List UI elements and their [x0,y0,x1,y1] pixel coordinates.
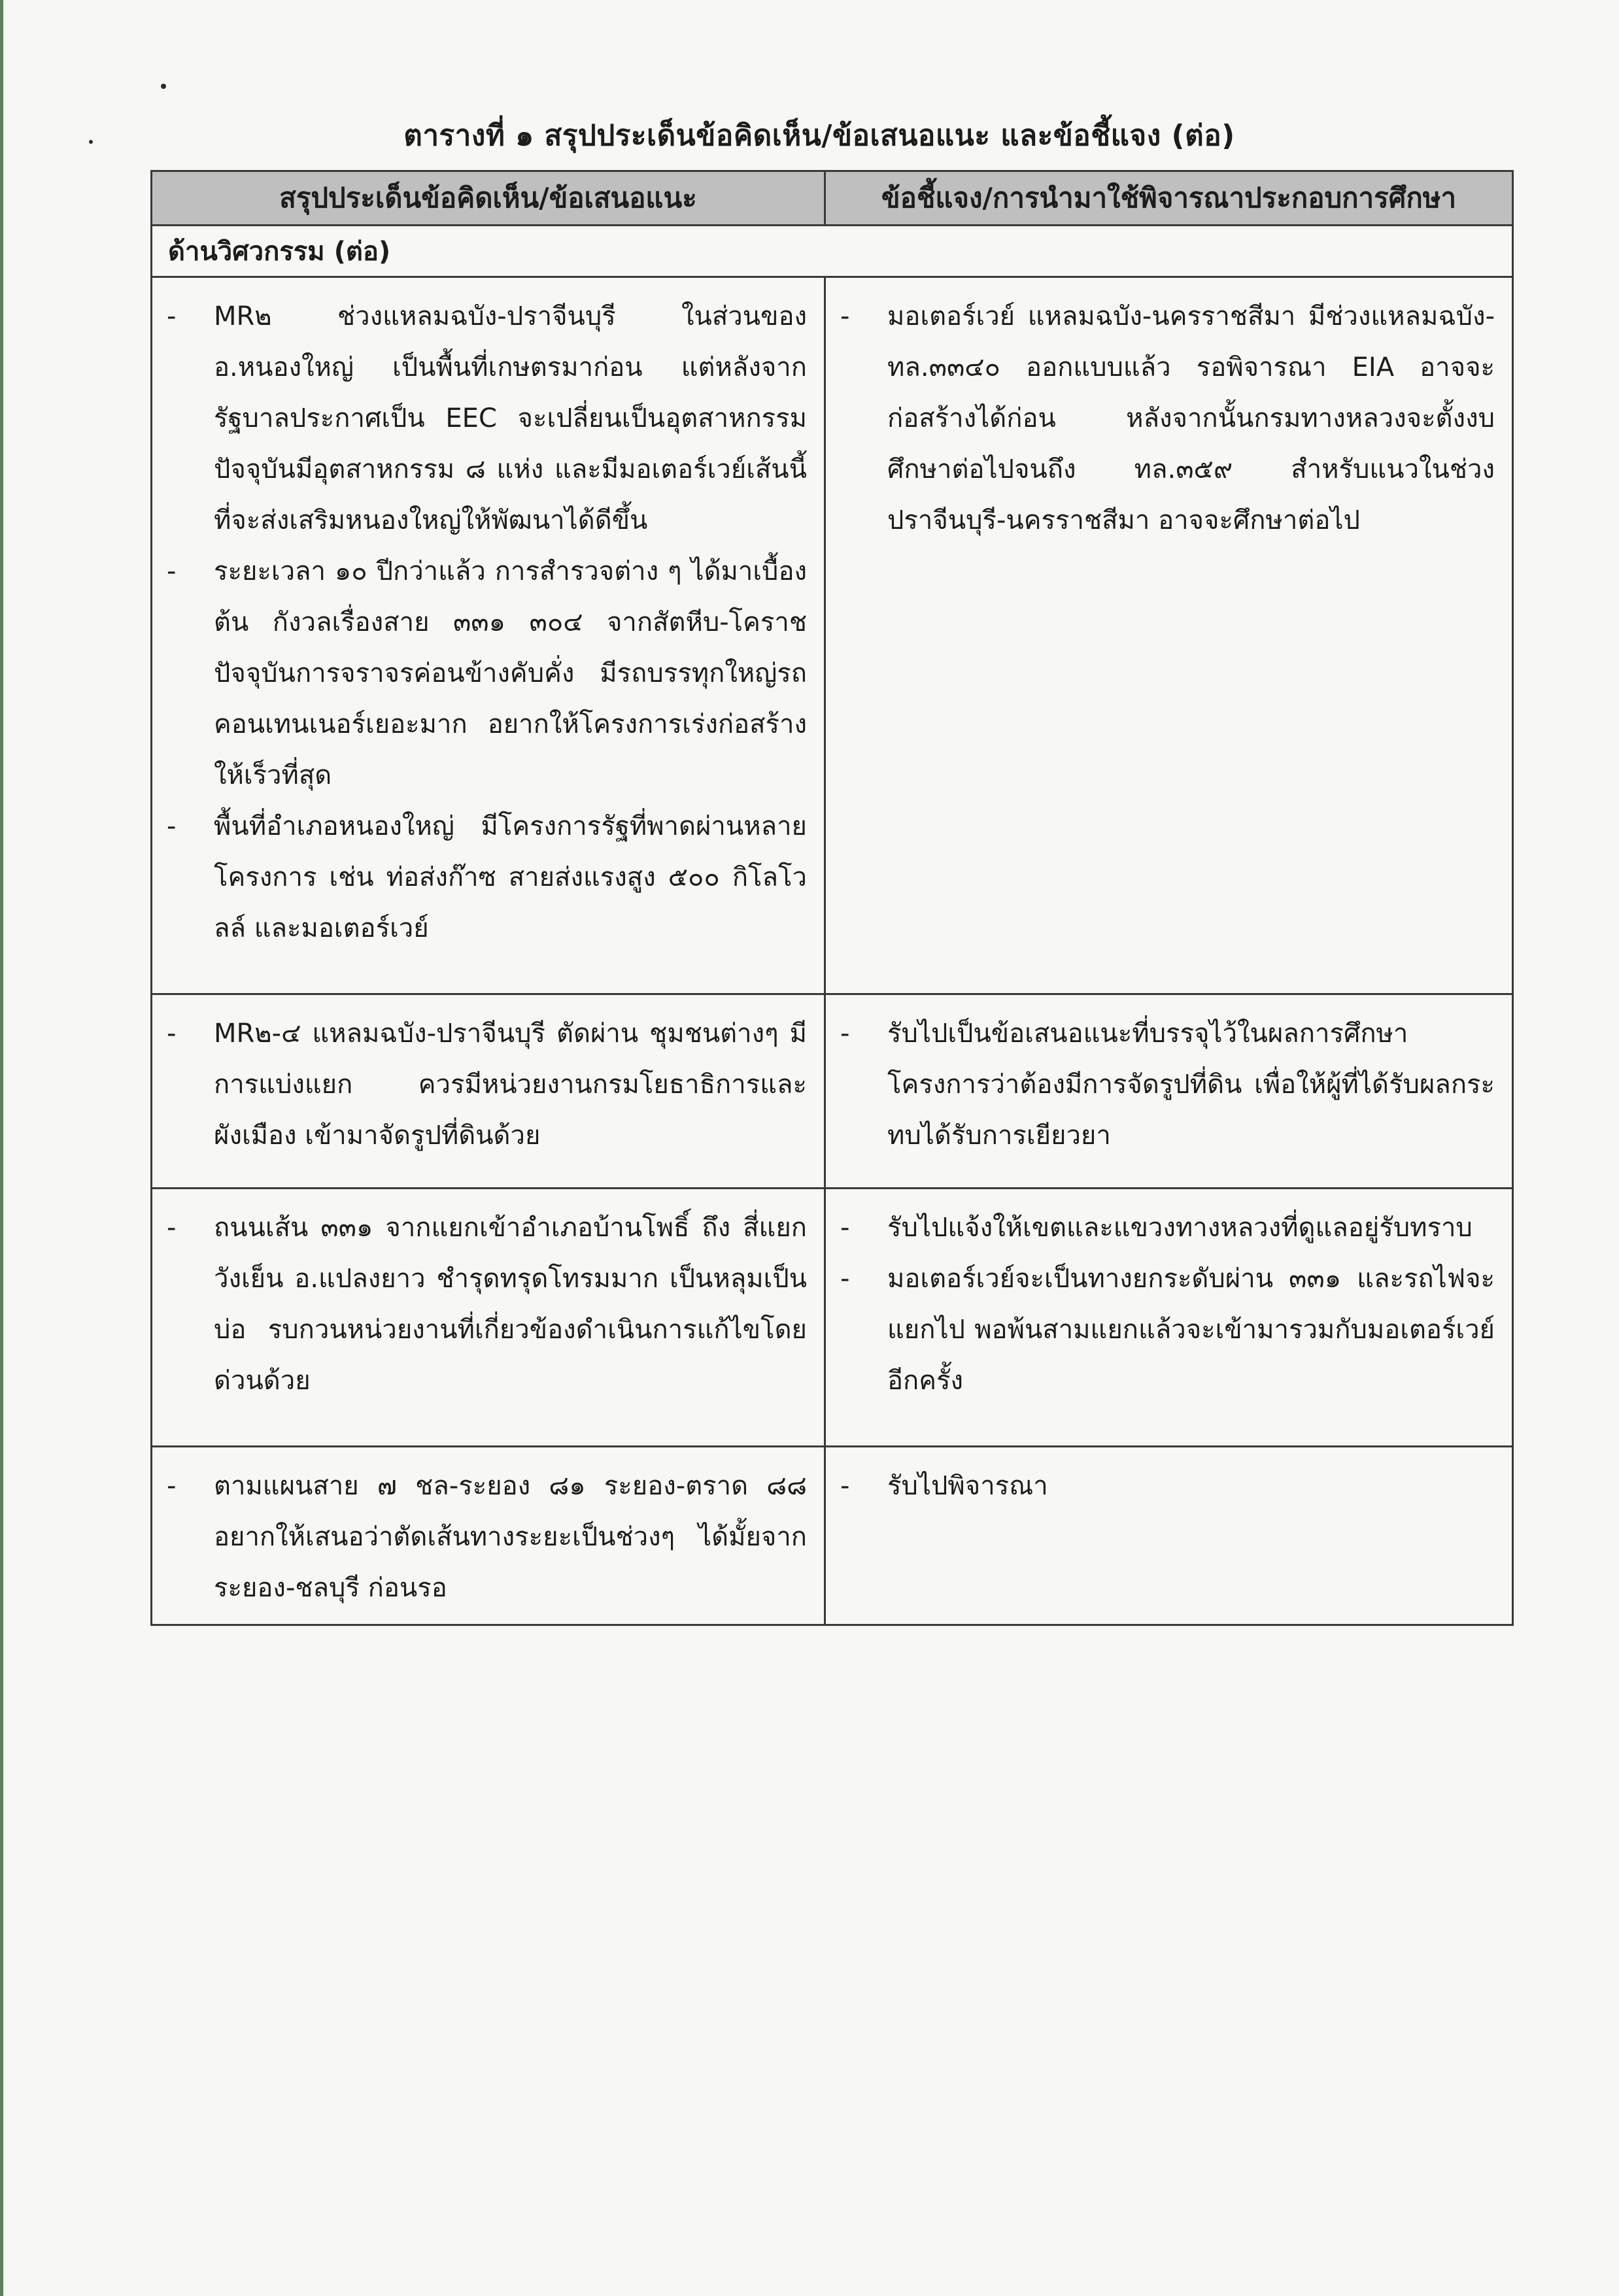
section-title: ด้านวิศวกรรม (ต่อ) [152,226,1513,277]
scan-speck-1 [161,84,166,89]
scan-speck-2 [89,140,93,144]
comment-text: ถนนเส้น ๓๓๑ จากแยกเข้าอำเภอบ้านโพธิ์ ถึง สี่แยกวังเย็น อ.แปลงยาว ชำรุดทรุดโทรมมาก เป็นหลุมเป็นบ่อ รบกวนหน่วยงานที่เกี่ยวข้องดำเนินการแก้ไขโดยด่วนด้วย [214,1213,807,1396]
bullet-dash: - [840,1264,850,1294]
list-item [835,1460,1495,1511]
clarification-text: รับไปเป็นข้อเสนอแนะที่บรรจุไว้ในผลการศึกษาโครงการว่าต้องมีการจัดรูปที่ดิน เพื่อให้ผู้ที่ได้รับผลกระทบได้รับการเยียวยา [887,1019,1495,1151]
comment-text: ตามแผนสาย ๗ ชล-ระยอง ๘๑ ระยอง-ตราด ๘๘ อยากให้เสนอว่าตัดเส้นทางระยะเป็นช่วงๆ ได้มั้ยจากระยอง-ชลบุรี ก่อนรอ [214,1471,807,1603]
clarification-cell [825,1189,1513,1447]
comment-text: พื้นที่อำเภอหนองใหญ่ มีโครงการรัฐที่พาดผ่านหลายโครงการ เช่น ท่อส่งก๊าซ สายส่งแรงสูง ๕๐๐ กิโลโวลล์ และมอเตอร์เวย์ [214,811,807,943]
scan-edge [0,0,3,2296]
bullet-dash: - [167,811,177,841]
bullet-dash: - [167,1471,177,1501]
clarification-text: มอเตอร์เวย์ แหลมฉบัง-นครราชสีมา มีช่วงแหลมฉบัง-ทล.๓๓๔๐ ออกแบบแล้ว รอพิจารณา EIA อาจจะก่อสร้างได้ก่อน หลังจากนั้นกรมทางหลวงจะตั้งงบศึกษาต่อไปจนถึง ทล.๓๕๙ สำหรับแนวในช่วงปราจีนบุรี-นครราชสีมา อาจจะศึกษาต่อไป [887,301,1495,535]
comment-cell [152,277,825,994]
section-row [152,226,1513,277]
list-item [162,1460,807,1613]
clarification-text: รับไปแจ้งให้เขตและแขวงทางหลวงที่ดูแลอยู่รับทราบ [887,1213,1473,1243]
bullet-dash: - [167,556,177,586]
list-item [162,1008,807,1161]
bullet-dash: - [167,1213,177,1243]
clarification-cell [825,277,1513,994]
bullet-dash: - [840,1471,850,1501]
list-item [162,546,807,801]
list-item [835,1253,1495,1406]
clarification-cell [825,994,1513,1189]
list-item [835,1202,1495,1253]
table-row [152,1189,1513,1447]
list-item [162,1202,807,1406]
bullet-dash: - [167,301,177,331]
comment-text: MR๒ ช่วงแหลมฉบัง-ปราจีนบุรี ในส่วนของ อ.หนองใหญ่ เป็นพื้นที่เกษตรมาก่อน แต่หลังจากรัฐบาลประกาศเป็น EEC จะเปลี่ยนเป็นอุตสาหกรรม ปัจจุบันมีอุตสาหกรรม ๘ แห่ง และมีมอเตอร์เวย์เส้นนี้ที่จะส่งเสริมหนองใหญ่ให้พัฒนาได้ดีขึ้น [214,301,807,535]
table-row [152,1447,1513,1625]
list-item [162,291,807,546]
bullet-dash: - [167,1019,177,1049]
comment-cell [152,1447,825,1625]
comment-cell [152,994,825,1189]
list-item [835,291,1495,546]
bullet-dash: - [840,1019,850,1049]
list-item [162,801,807,954]
clarification-cell [825,1447,1513,1625]
comment-text: ระยะเวลา ๑๐ ปีกว่าแล้ว การสำรวจต่าง ๆ ได้มาเบื้องต้น กังวลเรื่องสาย ๓๓๑ ๓๐๔ จากสัตหีบ-โคราช ปัจจุบันการจราจรค่อนข้างคับคั่ง มีรถบรรทุกใหญ่รถคอนเทนเนอร์เยอะมาก อยากให้โครงการเร่งก่อสร้างให้เร็วที่สุด [214,556,807,790]
header-comments: สรุปประเด็นข้อคิดเห็น/ข้อเสนอแนะ [152,171,825,226]
comment-cell [152,1189,825,1447]
table-row [152,994,1513,1189]
summary-table [150,170,1514,1626]
table-header-row [152,171,1513,226]
bullet-dash: - [840,1213,850,1243]
comment-text: MR๒-๔ แหลมฉบัง-ปราจีนบุรี ตัดผ่าน ชุมชนต่างๆ มีการแบ่งแยก ควรมีหน่วยงานกรมโยธาธิการและผังเมือง เข้ามาจัดรูปที่ดินด้วย [214,1019,807,1151]
clarification-text: มอเตอร์เวย์จะเป็นทางยกระดับผ่าน ๓๓๑ และรถไฟจะแยกไป พอพ้นสามแยกแล้วจะเข้ามารวมกับมอเตอร์เวย์อีกครั้ง [887,1264,1495,1396]
list-item [835,1008,1495,1161]
clarification-text: รับไปพิจารณา [887,1471,1048,1501]
table-row [152,277,1513,994]
page-title: ตารางที่ ๑ สรุปประเด็นข้อคิดเห็น/ข้อเสนอแนะ และข้อชี้แจง (ต่อ) [403,119,1235,152]
bullet-dash: - [840,301,850,331]
header-clarifications: ข้อชี้แจง/การนำมาใช้พิจารณาประกอบการศึกษา [825,171,1513,226]
